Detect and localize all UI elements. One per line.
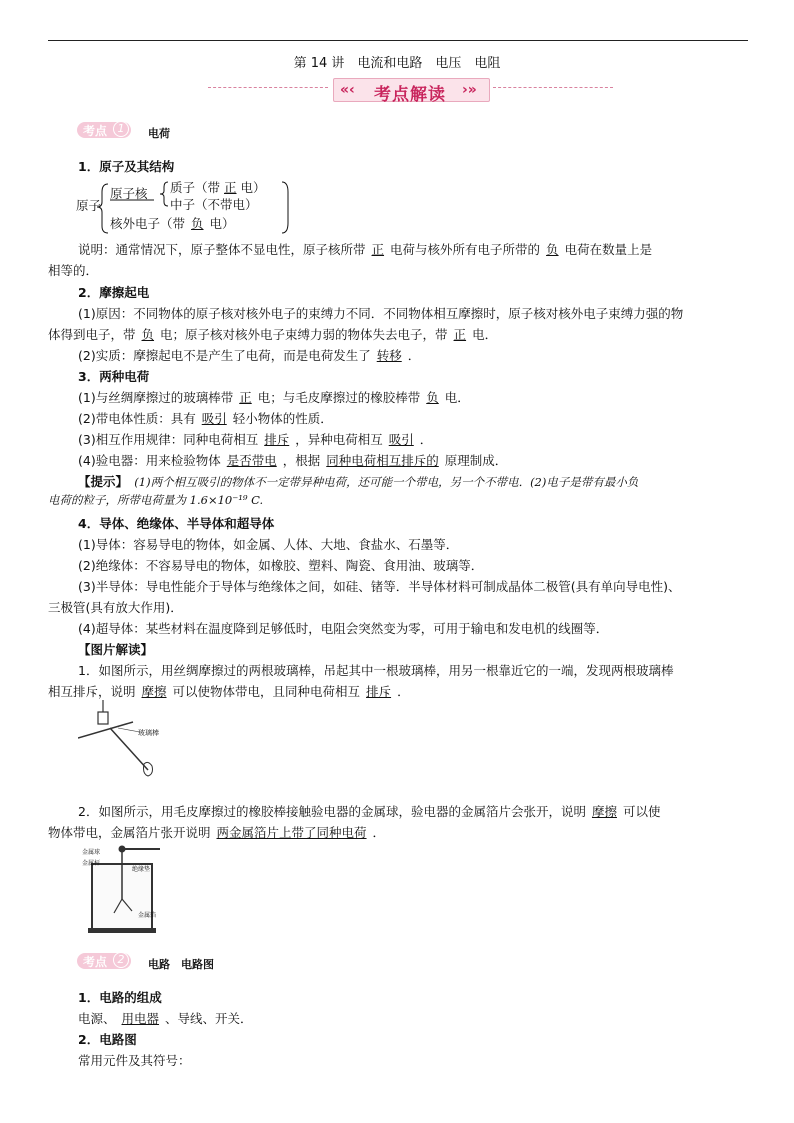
section-banner: [208, 78, 613, 105]
text: 电；原子核对核外电子束缚力弱的物体失去电子，带: [160, 327, 448, 342]
answer: 吸引: [388, 432, 414, 447]
conductor-p1: (1)导体：容易导电的物体，如金属、人体、大地、食盐水、石墨等．: [78, 537, 459, 552]
answer: 负: [141, 327, 155, 342]
glass-rod-figure: [78, 700, 178, 785]
answer: 摩擦: [141, 684, 167, 699]
banner-title: 考点解读: [374, 85, 446, 105]
header-rule: [48, 40, 748, 41]
proton-text: 质子（带: [170, 180, 221, 195]
conductor-p2: (2)绝缘体：不容易导电的物体，如橡胶、塑料、陶瓷、食用油、玻璃等．: [78, 558, 484, 573]
text: ．: [372, 825, 386, 840]
electron-answer: 负: [191, 216, 204, 231]
answer: 正: [371, 242, 385, 257]
fig1-label: 玻璃棒: [138, 729, 159, 737]
double-chevron-left-icon: «‹: [340, 82, 355, 98]
pic-q2-line2: [48, 823, 385, 841]
tip-text: (1)两个相互吸引的物体不一定带异种电荷，还可能一个带电，另一个不带电．(2)电子是带有最小负: [134, 475, 639, 489]
answer: 吸引: [201, 411, 227, 426]
circuit-composition-text: [78, 1009, 253, 1027]
charges-p4: [78, 451, 507, 469]
double-chevron-right-icon: ›»: [462, 82, 477, 98]
friction-p2: [78, 346, 420, 364]
tip-label: 【提示】: [78, 474, 122, 489]
text: 电荷与核外所有电子所带的: [390, 242, 541, 257]
conductor-p3b: 三极管(具有放大作用)．: [48, 600, 183, 615]
text: 2．如图所示，用毛皮摩擦过的橡胶棒接触验电器的金属球，验电器的金属箔片会张开，说明: [78, 804, 586, 819]
tag-number: 1: [113, 121, 129, 137]
atom-note-line-1: [78, 240, 652, 258]
charges-p1: [78, 388, 470, 406]
tip-line-1: [78, 472, 638, 490]
fig2-foil-label: 金属箔: [138, 912, 157, 919]
tag-label: 考点: [83, 955, 108, 969]
page-title: 第 14 讲 电流和电路 电压 电阻: [293, 56, 501, 71]
heading-circuit-diagram: 2．电路图: [78, 1032, 137, 1047]
text: 可以使: [622, 804, 661, 819]
circuit-diagram-text: 常用元件及其符号：: [78, 1053, 191, 1068]
kaodian-tag-1: [77, 121, 133, 139]
section-2-title: 电路 电路图: [148, 958, 214, 971]
fig2-insulator-label: 绝缘垫: [132, 866, 151, 873]
text: (4)验电器：用来检验物体: [78, 453, 221, 468]
text: 体得到电子，带: [48, 327, 136, 342]
proton-answer: 正: [224, 180, 237, 195]
electroscope-figure: [82, 844, 172, 934]
atom-label: 原子: [76, 198, 102, 213]
fig2-ball-label: 金属球: [82, 849, 101, 856]
charges-p3: [78, 430, 432, 448]
text: (2)实质：摩擦起电不是产生了电荷，而是电荷发生了: [78, 348, 371, 363]
friction-p1-line1: (1)原因：不同物体的原子核对核外电子的束缚力不同．不同物体相互摩擦时，原子核对核外电子束缚力强的物: [78, 306, 684, 321]
answer: 负: [426, 390, 439, 405]
text: 电；与毛皮摩擦过的橡胶棒带: [257, 390, 421, 405]
tip-line-2: 电荷的粒子，所带电荷量为 1.6×10⁻¹⁹ C.: [48, 493, 264, 507]
charges-p2: [78, 409, 333, 427]
friction-p1-line2: [48, 325, 497, 343]
text: (1)与丝绸摩擦过的玻璃棒带: [78, 390, 234, 405]
answer: 正: [239, 390, 252, 405]
answer: 排斥: [264, 432, 290, 447]
pic-q1-line1: 1．如图所示，用丝绸摩擦过的两根玻璃棒，吊起其中一根玻璃棒，用另一根靠近它的一端，发现两根玻璃棒: [78, 663, 674, 678]
text: 物体带电，金属箔片张开说明: [48, 825, 211, 840]
heading-picture-reading: 【图片解读】: [78, 642, 154, 657]
answer: 排斥: [366, 684, 392, 699]
tag-label: 考点: [83, 124, 108, 138]
neutron-line: 中子（不带电）: [170, 197, 258, 212]
answer: 两金属箔片上带了同种电荷: [216, 825, 367, 840]
glass-rod-drawing: [78, 700, 178, 785]
answer: 负: [546, 242, 559, 257]
text: ，根据: [282, 453, 321, 468]
answer: 用电器: [121, 1011, 160, 1026]
text: 相互排斥，说明: [48, 684, 136, 699]
proton-line: [170, 178, 266, 196]
text: 说明：通常情况下，原子整体不显电性，原子核所带: [78, 242, 366, 257]
text: (2)带电体性质：具有: [78, 411, 196, 426]
banner-box: [333, 78, 490, 105]
heading-friction: 2．摩擦起电: [78, 285, 150, 300]
text: 可以使物体带电，且同种电荷相互: [172, 684, 361, 699]
electron-line: [110, 214, 235, 232]
heading-atom-structure: 1．原子及其结构: [78, 159, 175, 174]
atom-structure-diagram: [76, 178, 296, 236]
answer: 摩擦: [591, 804, 617, 819]
text: 电源、: [78, 1011, 116, 1026]
text: 电．: [472, 327, 498, 342]
text: 电．: [444, 390, 470, 405]
kaodian-tag-2: [77, 952, 133, 970]
text: ．: [419, 432, 433, 447]
proton-suffix: 电）: [240, 180, 266, 195]
conductor-p3a: (3)半导体：导电性能介于导体与绝缘体之间，如硅、锗等．半导体材料可制成晶体二极管(具有单向导电性)、: [78, 579, 681, 594]
pic-q2-line1: [78, 802, 661, 820]
heading-conductors: 4．导体、绝缘体、半导体和超导体: [78, 516, 275, 531]
banner-left-rule: [208, 87, 328, 88]
text: ．: [397, 684, 410, 699]
tag-number: 2: [113, 952, 129, 968]
answer: 是否带电: [226, 453, 277, 468]
answer: 同种电荷相互排斥的: [326, 453, 439, 468]
electron-suffix: 电）: [209, 216, 235, 231]
electron-text: 核外电子（带: [110, 216, 186, 231]
fig2-rod-label: 金属杆: [82, 860, 101, 867]
nucleus-label: 原子核: [110, 186, 148, 201]
text: 电荷在数量上是: [564, 242, 653, 257]
conductor-p4: (4)超导体：某些材料在温度降到足够低时，电阻会突然变为零，可用于输电和发电机的线圈等．: [78, 621, 609, 636]
heading-circuit-composition: 1．电路的组成: [78, 990, 162, 1005]
text: ，异种电荷相互: [295, 432, 383, 447]
answer: 转移: [376, 348, 402, 363]
atom-note-line-2: 相等的．: [48, 263, 99, 278]
text: ．: [407, 348, 421, 363]
pic-q1-line2: [48, 682, 410, 700]
section-1-title: 电荷: [148, 127, 170, 140]
text: (3)相互作用规律：同种电荷相互: [78, 432, 259, 447]
answer: 正: [453, 327, 467, 342]
text: 轻小物体的性质．: [232, 411, 333, 426]
text: 原理制成．: [444, 453, 508, 468]
heading-two-charges: 3．两种电荷: [78, 369, 150, 384]
text: 、导线、开关．: [165, 1011, 253, 1026]
banner-right-rule: [493, 87, 613, 88]
